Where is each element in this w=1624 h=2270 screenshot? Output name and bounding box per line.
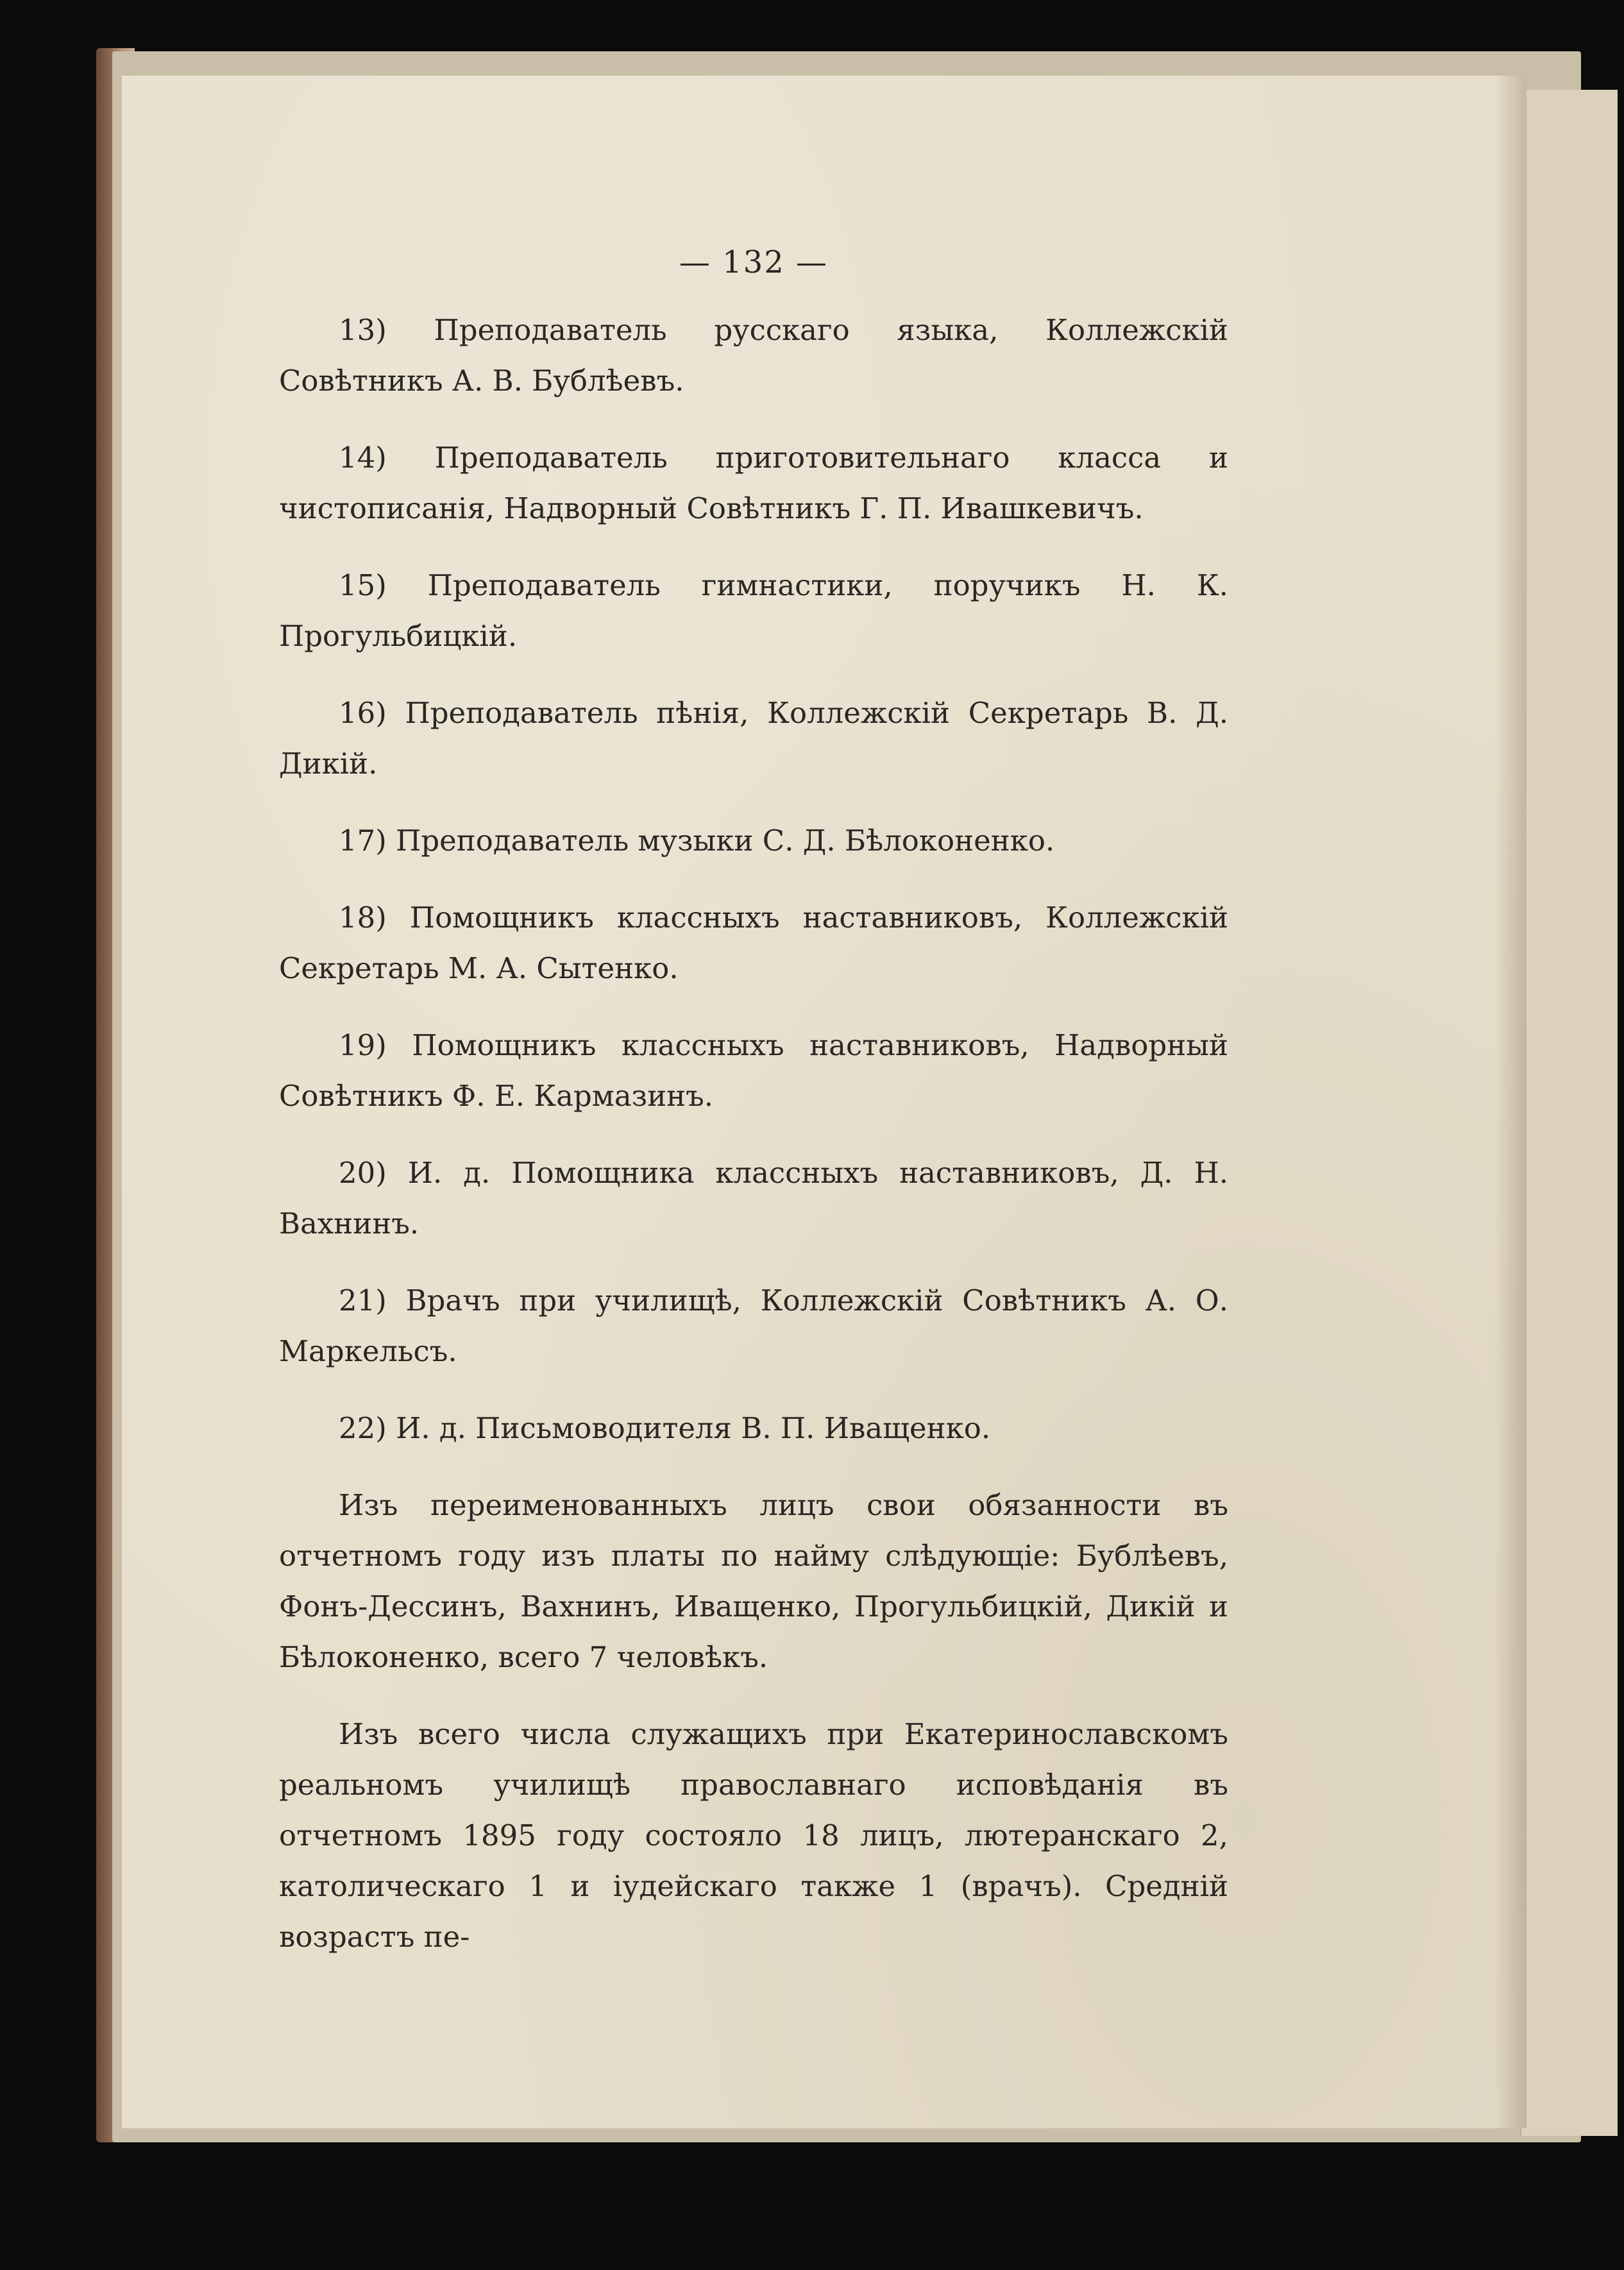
- list-item-20: 20) И. д. Помощника классныхъ наставниковъ, Д. Н. Вахнинъ.: [279, 1156, 1228, 1241]
- page-number: — 132 —: [679, 244, 829, 280]
- list-item-14: 14) Преподаватель приготовительнаго класса и чистописанія, Надворный Совѣтникъ Г. П. Ивашкевичъ.: [279, 441, 1228, 525]
- paragraph-renamed-staff: Изъ переименованныхъ лицъ свои обязанности въ отчетномъ году изъ платы по найму слѣдующіе: Бублѣевъ, Фонъ-Дессинъ, Вахнинъ, Иващенко, Прогульбицкій, Дикій и Бѣлоконенко, всего 7 человѣкъ.: [279, 1488, 1228, 1674]
- list-item-19: 19) Помощникъ классныхъ наставниковъ, Надворный Совѣтникъ Ф. Е. Кармазинъ.: [279, 1028, 1228, 1113]
- list-item-18: 18) Помощникъ классныхъ наставниковъ, Коллежскій Секретарь М. А. Сытенко.: [279, 901, 1228, 985]
- list-item-17: 17) Преподаватель музыки С. Д. Бѣлоконенко.: [339, 824, 1055, 858]
- list-item-13: 13) Преподаватель русскаго языка, Коллежскій Совѣтникъ А. В. Бублѣевъ.: [279, 313, 1228, 398]
- facing-page-edge: [1520, 90, 1618, 2136]
- gutter-shadow: [1494, 76, 1527, 2128]
- list-item-22: 22) И. д. Письмоводителя В. П. Иващенко.: [339, 1411, 991, 1445]
- paragraph-staff-religion: Изъ всего числа служащихъ при Екатеринославскомъ реальномъ училищѣ православнаго исповѣданія въ отчетномъ 1895 году состояло 18 лицъ, лютеранскаго 2, католическаго 1 и іудейскаго также 1 (врачъ). Средній возрастъ пе-: [279, 1717, 1228, 1954]
- list-item-21: 21) Врачъ при училищѣ, Коллежскій Совѣтникъ А. О. Маркельсъ.: [279, 1283, 1228, 1368]
- page-text: [279, 237, 1228, 1988]
- list-item-15: 15) Преподаватель гимнастики, поручикъ Н. К. Прогульбицкій.: [279, 568, 1228, 653]
- list-item-16: 16) Преподаватель пѣнія, Коллежскій Секретарь В. Д. Дикій.: [279, 696, 1228, 781]
